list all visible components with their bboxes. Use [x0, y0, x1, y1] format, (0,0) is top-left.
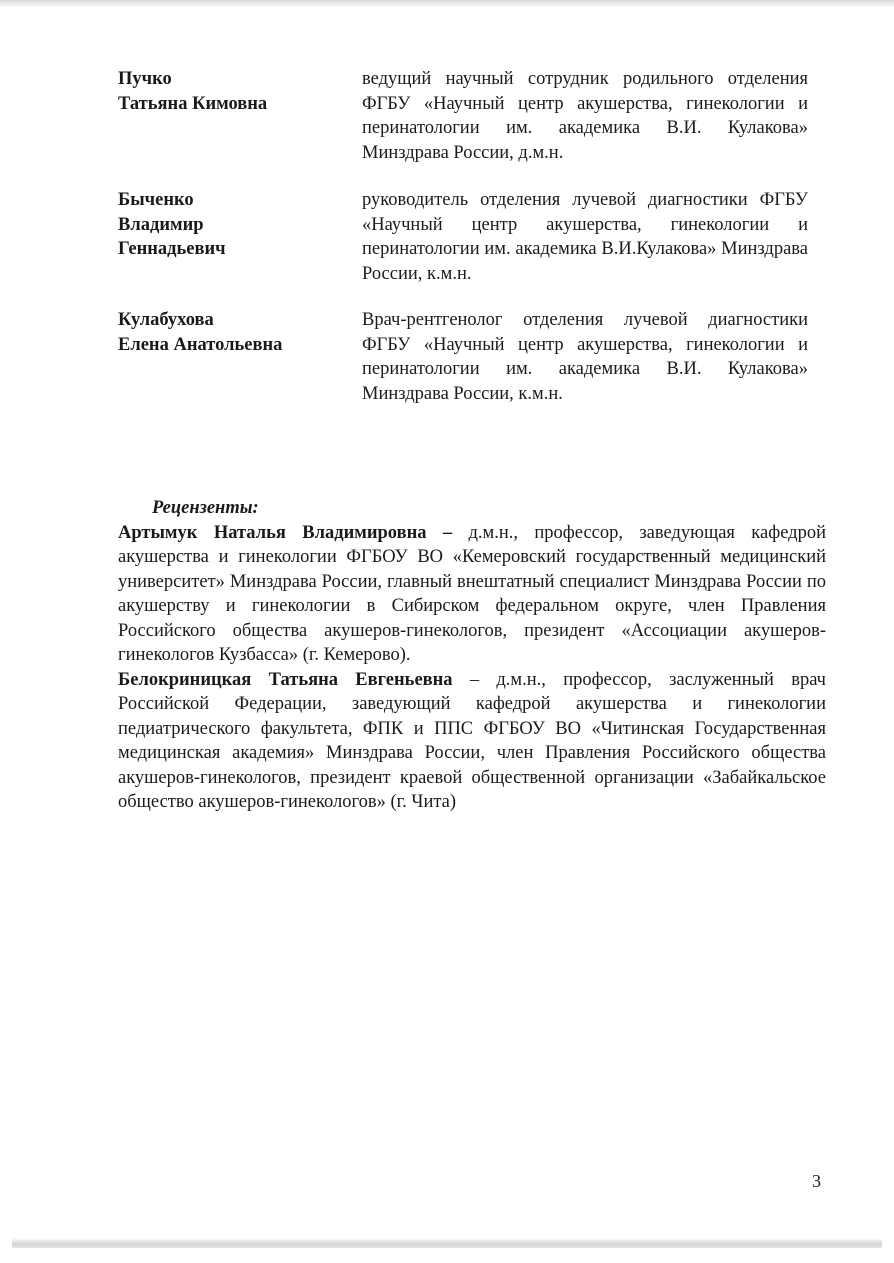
reviewers-section — [118, 496, 826, 815]
reviewer-name: Белокриницкая Татьяна Евгеньевна — [118, 669, 453, 690]
scan-bottom-edge — [12, 1238, 882, 1248]
reviewer-description: – д.м.н., профессор, заслуженный врач Российской Федерации, заведующий кафедрой акушерства и гинекологии педиатрического факультета, ФПК и ППС ФГБОУ ВО «Читинская Государственная медицинская академия» Минздрава России, член Правления Российского общества акушеров-гинекологов, президент краевой общественной организации «Забайкальское общество акушеров-гинекологов» (г. Чита) — [118, 669, 826, 812]
author-position: руководитель отделения лучевой диагностики ФГБУ «Научный центр акушерства, гинекологии и перинатологии им. академика В.И.Кулакова» Минздрава России, к.м.н. — [362, 190, 808, 284]
reviewer-entry — [118, 668, 826, 815]
author-position: Врач-рентгенолог отделения лучевой диагностики ФГБУ «Научный центр акушерства, гинекологии и перинатологии им. академика В.И. Кулакова» Минздрава России, к.м.н. — [362, 310, 808, 404]
author-name: Пучко Татьяна Кимовна — [118, 69, 268, 114]
reviewer-description: д.м.н., профессор, заведующая кафедрой акушерства и гинекологии ФГБОУ ВО «Кемеровский государственный медицинский университет» Минздрава России, главный внештатный специалист Минздрава России по акушерству и гинекологии в Сибирском федеральном округе, член Правления Российского общества акушеров-гинекологов, президент «Ассоциации акушеров-гинекологов Кузбасса» (г. Кемерово). — [118, 522, 826, 665]
reviewers-heading: Рецензенты: — [152, 498, 259, 518]
reviewer-name: Артымук Наталья Владимировна – — [118, 522, 453, 543]
author-name: Быченко Владимир Геннадьевич — [118, 190, 226, 259]
author-name: Кулабухова Елена Анатольевна — [118, 310, 283, 355]
reviewer-entry — [118, 521, 826, 668]
author-position: ведущий научный сотрудник родильного отделения ФГБУ «Научный центр акушерства, гинекологии и перинатологии им. академика В.И. Кулакова» Минздрава России, д.м.н. — [362, 69, 808, 163]
page-number: 3 — [812, 1171, 821, 1191]
